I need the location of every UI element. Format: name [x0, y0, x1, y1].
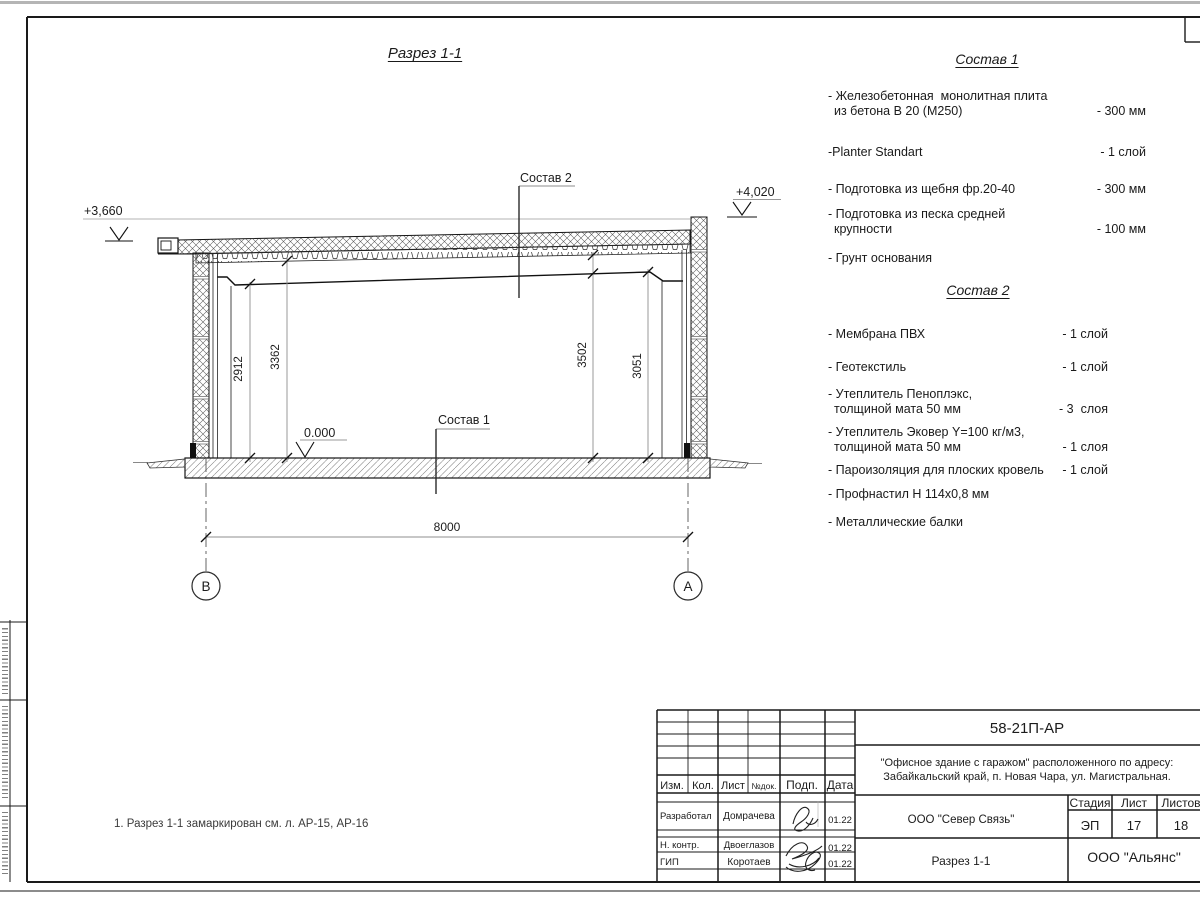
item-value: - 1 слой: [1062, 463, 1108, 477]
elevation-arrow-icon: [296, 442, 314, 457]
row-role-ncontrol: Н. контр.: [660, 840, 700, 851]
row-name-gip: Коротаев: [727, 857, 771, 868]
list-item: [828, 145, 1146, 160]
elevation-3660: [84, 204, 133, 241]
dimension-labels: [233, 342, 644, 534]
sostav1-pointer-label: Состав 1: [438, 413, 490, 427]
dim-3502: 3502: [577, 342, 589, 368]
footnote: 1. Разрез 1-1 замаркирован см. л. АР-15, АР-16: [114, 818, 369, 830]
item-text: - Грунт основания: [828, 251, 933, 265]
left-base-plate: [190, 443, 196, 458]
sheet-label: Лист: [1120, 796, 1148, 810]
elevation-arrow-icon: [110, 227, 128, 240]
item-text2: крупности: [834, 222, 893, 236]
signature-developed: [793, 807, 818, 831]
dim-3362: 3362: [270, 344, 282, 370]
sostav2-pointer-label: Состав 2: [520, 171, 572, 185]
item-text: - Профнастил Н 114х0,8 мм: [828, 487, 990, 501]
signature-gip: [786, 843, 822, 871]
row-date-developed: 01.22: [828, 815, 852, 826]
list-item: [828, 89, 1146, 119]
item-value: - 1 слой: [1100, 145, 1146, 159]
sostav1-list: [828, 52, 1146, 266]
sostav1-heading: Состав 1: [955, 51, 1019, 67]
col-header-kol: Кол.: [692, 780, 714, 792]
dimension-ticks: [201, 250, 693, 542]
item-text: - Утеплитель Эковер Y=100 кг/м3,: [828, 425, 1025, 439]
axis-label-a: А: [683, 579, 693, 594]
format-box: [1185, 18, 1200, 42]
signatures: [786, 801, 822, 871]
list-item: [828, 487, 1108, 502]
floor-slab: [185, 458, 710, 478]
left-wall: [193, 253, 218, 458]
row-role-gip: ГИП: [660, 857, 679, 868]
row-name-developed: Домрачева: [723, 811, 775, 822]
page-title: Разрез 1-1: [387, 45, 463, 62]
item-value: - 300 мм: [1096, 182, 1146, 196]
item-text: - Подготовка из щебня фр.20-40: [828, 182, 1016, 196]
item-value: - 300 мм: [1096, 104, 1146, 118]
elevation-arrow-icon: [733, 202, 751, 215]
row-date-ncontrol: 01.22: [828, 843, 852, 854]
col-header-izm: Изм.: [660, 780, 684, 792]
org-customer: ООО "Север Связь": [907, 814, 1015, 826]
project-name-line2: Забайкальский край, п. Новая Чара, ул. Магистральная.: [883, 771, 1171, 783]
row-name-ncontrol: Двоеглазов: [723, 840, 775, 851]
item-text2: толщиной мата 50 мм: [834, 440, 961, 454]
item-value: - 100 мм: [1096, 222, 1146, 236]
elevation-4020: [727, 185, 781, 217]
elevation-4020-label: +4,020: [736, 185, 775, 199]
dimensions: [201, 250, 693, 542]
list-item: [828, 327, 1108, 342]
dim-2912: 2912: [233, 356, 245, 382]
list-item: [828, 387, 1108, 417]
item-value: - 1 слой: [1062, 327, 1108, 341]
item-text: - Пароизоляция для плоских кровель: [828, 463, 1044, 477]
row-role-developed: Разработал: [660, 811, 712, 822]
sheets-label: Листов: [1161, 796, 1200, 810]
elevation-3660-label: +3,660: [84, 204, 123, 218]
item-text: - Утеплитель Пеноплэкс,: [828, 387, 973, 401]
stage-label: Стадия: [1069, 796, 1111, 810]
project-name-line1: "Офисное здание с гаражом" расположенного по адресу:: [880, 757, 1174, 769]
margin-stamp-text-3: [2, 812, 8, 874]
item-text: - Мембрана ПВХ: [828, 327, 926, 341]
doc-number: 58-21П-АР: [989, 720, 1065, 737]
leader-labels: [436, 171, 575, 494]
list-item: [828, 360, 1108, 375]
title-block: [657, 710, 1200, 882]
axis-label-b: В: [201, 579, 211, 594]
col-header-list: Лист: [721, 780, 745, 792]
list-item: [828, 207, 1146, 237]
col-header-data: Дата: [826, 778, 854, 792]
item-text: -Planter Standart: [828, 145, 923, 159]
sostav2-heading: Состав 2: [946, 282, 1010, 298]
margin-stamp-text-2: [2, 706, 8, 798]
list-item: [828, 515, 1108, 530]
item-text2: толщиной мата 50 мм: [834, 402, 961, 416]
item-text: - Металлические балки: [828, 515, 963, 529]
list-item: [828, 251, 1146, 266]
dim-8000: 8000: [433, 520, 461, 534]
sostav2-list: [828, 283, 1108, 530]
list-item: [828, 182, 1146, 197]
sheet-number: 17: [1126, 818, 1142, 833]
right-base-plate: [684, 443, 690, 458]
col-header-ndok: №док.: [751, 781, 777, 791]
blind-area-left: [133, 459, 185, 468]
titleblock-sheet-title: Разрез 1-1: [931, 854, 991, 868]
elevation-marks: [84, 185, 781, 457]
col-header-podp: Подп.: [786, 778, 818, 792]
sheets-total: 18: [1173, 818, 1189, 833]
blind-area-right: [710, 459, 762, 468]
org-designer: ООО "Альянс": [1087, 849, 1181, 865]
elevation-0000: [296, 426, 347, 457]
item-text: - Подготовка из песка средней: [828, 207, 1006, 221]
dim-3051: 3051: [632, 353, 644, 379]
item-value: - 1 слоя: [1062, 440, 1108, 454]
item-text2: из бетона В 20 (М250): [834, 104, 963, 118]
list-item: [828, 463, 1108, 478]
item-text: - Геотекстиль: [828, 360, 907, 374]
item-value: - 1 слой: [1062, 360, 1108, 374]
sostav1-pointer: [436, 413, 490, 494]
row-date-gip: 01.22: [828, 859, 852, 870]
item-value: - 3 слоя: [1059, 402, 1108, 416]
building-section: [83, 217, 762, 478]
elevation-0000-label: 0.000: [304, 426, 336, 440]
margin-stamp-text-1: [2, 628, 8, 694]
list-item: [828, 425, 1108, 455]
stage-value: ЭП: [1080, 818, 1100, 833]
item-text: - Железобетонная монолитная плита: [828, 89, 1048, 103]
